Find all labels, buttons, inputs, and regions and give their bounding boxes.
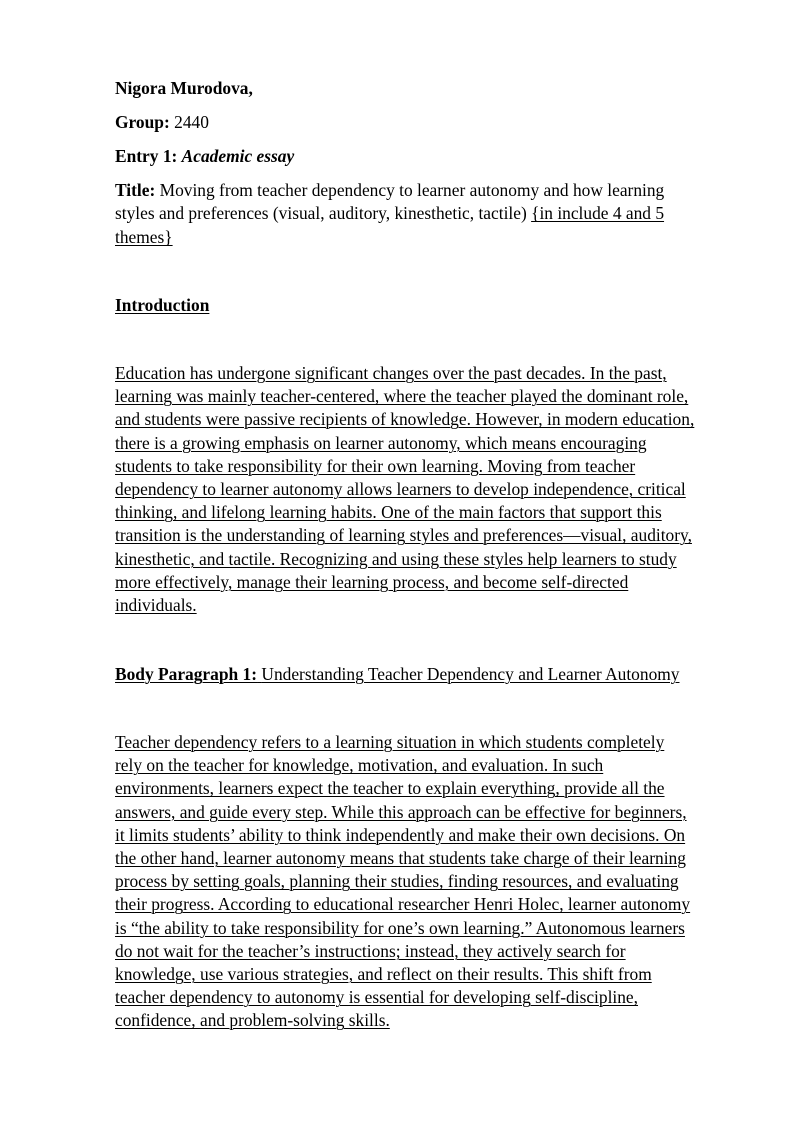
title-label: Title: xyxy=(115,180,156,200)
body1-line: environments, learners expect the teacher to explain everything, provide all the xyxy=(115,778,665,799)
body1-line: it limits students’ ability to think independently and make their own decisions. On xyxy=(115,824,686,845)
group-value: 2440 xyxy=(174,112,209,132)
body1-line: answers, and guide every step. While this approach can be effective for beginners, xyxy=(115,801,687,822)
intro-line: Education has undergone significant changes over the past decades. In the past, xyxy=(115,363,667,383)
group-line xyxy=(115,111,209,134)
body1-line: is “the ability to take responsibility for one’s own learning.” Autonomous learners xyxy=(115,917,685,938)
entry-value: Academic essay xyxy=(181,146,295,166)
introduction-paragraph xyxy=(115,362,755,617)
intro-line: more effectively, manage their learning process, and become self-directed xyxy=(115,571,629,592)
body1-line: teacher dependency to autonomy is essential for developing self-discipline, xyxy=(115,987,639,1008)
entry-label: Entry 1: xyxy=(115,146,178,166)
entry-line xyxy=(115,145,294,168)
body-paragraph-1-title: Understanding Teacher Dependency and Learner Autonomy xyxy=(261,664,680,684)
title-line-1 xyxy=(115,179,664,202)
intro-line: transition is the understanding of learning styles and preferences—visual, auditory, xyxy=(115,525,692,546)
author-name: Nigora Murodova, xyxy=(115,78,253,98)
body1-line: rely on the teacher for knowledge, motivation, and evaluation. In such xyxy=(115,755,604,776)
body1-line: confidence, and problem-solving skills. xyxy=(115,1010,390,1031)
body1-line: do not wait for the teacher’s instructions; instead, they actively search for xyxy=(115,940,626,961)
body1-line: knowledge, use various strategies, and reflect on their results. This shift from xyxy=(115,964,652,985)
intro-line: and students were passive recipients of knowledge. However, in modern education, xyxy=(115,409,695,430)
title-text-3: themes} xyxy=(115,227,173,247)
group-label: Group: xyxy=(115,112,170,132)
body1-line: Teacher dependency refers to a learning situation in which students completely xyxy=(115,732,665,752)
intro-line: kinesthetic, and tactile. Recognizing and using these styles help learners to study xyxy=(115,548,677,569)
intro-line: individuals. xyxy=(115,595,197,616)
intro-line: students to take responsibility for their own learning. Moving from teacher xyxy=(115,455,636,476)
body-paragraph-1-label: Body Paragraph 1: xyxy=(115,664,258,684)
intro-line: there is a growing emphasis on learner autonomy, which means encouraging xyxy=(115,432,647,453)
title-text-1: Moving from teacher dependency to learner autonomy and how learning xyxy=(159,180,665,200)
title-line-2 xyxy=(115,202,664,225)
introduction-heading: Introduction xyxy=(115,295,210,315)
body1-line: process by setting goals, planning their studies, finding resources, and evaluating xyxy=(115,871,679,892)
title-text-2: styles and preferences (visual, auditory, kinesthetic, tactile) xyxy=(115,203,532,223)
intro-line: thinking, and lifelong learning habits. One of the main factors that support this xyxy=(115,502,662,523)
body-paragraph-1 xyxy=(115,731,755,1033)
body1-line: the other hand, learner autonomy means that students take charge of their learning xyxy=(115,848,686,869)
intro-line: learning was mainly teacher-centered, where the teacher played the dominant role, xyxy=(115,386,689,407)
body-paragraph-1-heading xyxy=(115,663,680,686)
body1-line: their progress. According to educational researcher Henri Holec, learner autonomy xyxy=(115,894,691,915)
title-underlined-part: {in include 4 and 5 xyxy=(531,203,665,223)
intro-line: dependency to learner autonomy allows learners to develop independence, critical xyxy=(115,479,686,500)
